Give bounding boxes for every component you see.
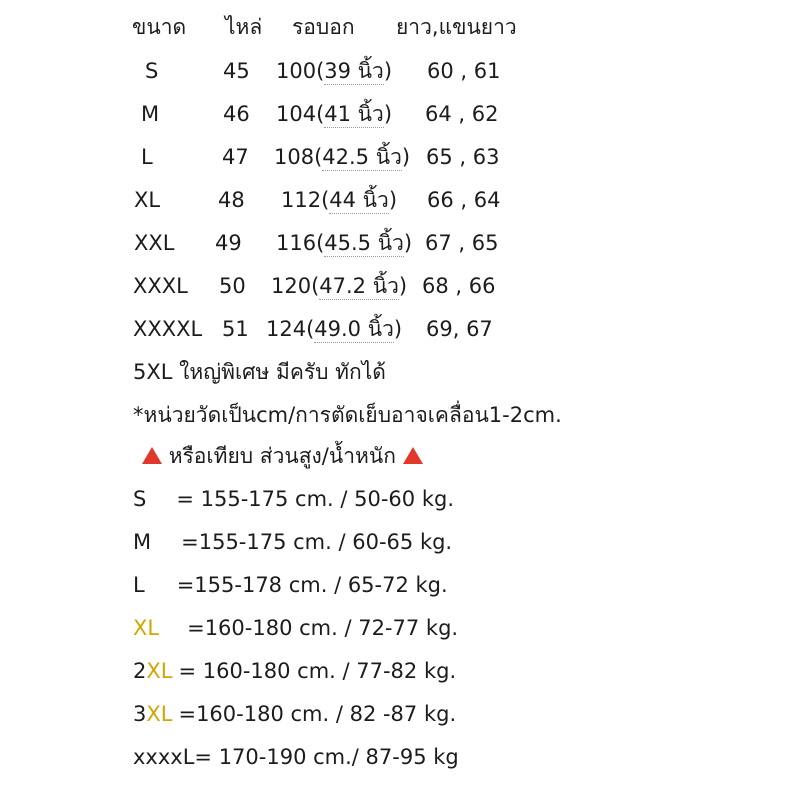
shoulder-value: 50 [219, 274, 246, 298]
recommend-size: XL [146, 659, 173, 683]
length-value: 68 , 66 [422, 274, 496, 298]
recommend-row: xxxxL= 170-190 cm./ 87-95 kg [133, 745, 459, 769]
warning-triangle-icon [142, 447, 162, 464]
recommend-row: L =155-178 cm. / 65-72 kg. [133, 573, 448, 597]
recommend-row: XL =160-180 cm. / 72-77 kg. [133, 616, 459, 640]
chest-value: 116(45.5 นิ้ว) [276, 231, 413, 255]
recommend-title: หรือเทียบ ส่วนสูง/น้ำหนัก [142, 446, 423, 467]
warning-triangle-icon [403, 447, 423, 464]
length-value: 67 , 65 [425, 231, 499, 255]
length-value: 64 , 62 [425, 102, 499, 126]
length-value: 60 , 61 [427, 59, 501, 83]
length-value: 66 , 64 [427, 188, 501, 212]
shoulder-value: 46 [223, 102, 250, 126]
chest-value: 124(49.0 นิ้ว) [266, 317, 403, 341]
shoulder-value: 51 [222, 317, 249, 341]
recommend-size: XL [146, 702, 173, 726]
recommend-row: S = 155-175 cm. / 50-60 kg. [133, 487, 454, 511]
shoulder-value: 48 [218, 188, 245, 212]
chest-value: 108(42.5 นิ้ว) [274, 145, 411, 169]
length-value: 65 , 63 [426, 145, 500, 169]
shoulder-value: 49 [215, 231, 242, 255]
recommend-size: XL [133, 616, 160, 640]
size-label: M [141, 102, 160, 126]
chest-value: 100(39 นิ้ว) [276, 59, 393, 83]
recommend-size: xxxxL [133, 745, 195, 769]
chest-value: 112(44 นิ้ว) [281, 188, 398, 212]
header-shoulder: ไหล่ [225, 15, 263, 39]
size-label: XL [134, 188, 161, 212]
recommend-row: M =155-175 cm. / 60-65 kg. [133, 530, 453, 554]
recommend-size: M [133, 530, 152, 554]
recommend-row: 3XL =160-180 cm. / 82 -87 kg. [133, 702, 457, 726]
recommend-size: S [133, 487, 147, 511]
chest-value: 120(47.2 นิ้ว) [271, 274, 408, 298]
recommend-row: 2XL = 160-180 cm. / 77-82 kg. [133, 659, 457, 683]
size-label: XXXXL [133, 317, 203, 341]
size-label: S [145, 59, 159, 83]
note-5xl: 5XL ใหญ่พิเศษ มีครับ ทักได้ [133, 360, 386, 384]
size-label: XXL [134, 231, 175, 255]
header-chest: รอบอก [292, 15, 355, 39]
size-label: XXXL [133, 274, 188, 298]
shoulder-value: 47 [222, 145, 249, 169]
note-unit: *หน่วยวัดเป็นcm/การตัดเย็บอาจเคลื่อน1-2cm. [133, 403, 562, 427]
chest-value: 104(41 นิ้ว) [276, 102, 393, 126]
length-value: 69, 67 [426, 317, 493, 341]
header-size: ขนาด [132, 15, 187, 39]
header-length-sleeve: ยาว,แขนยาว [396, 15, 517, 39]
recommend-size: L [133, 573, 145, 597]
shoulder-value: 45 [223, 59, 250, 83]
size-label: L [141, 145, 153, 169]
